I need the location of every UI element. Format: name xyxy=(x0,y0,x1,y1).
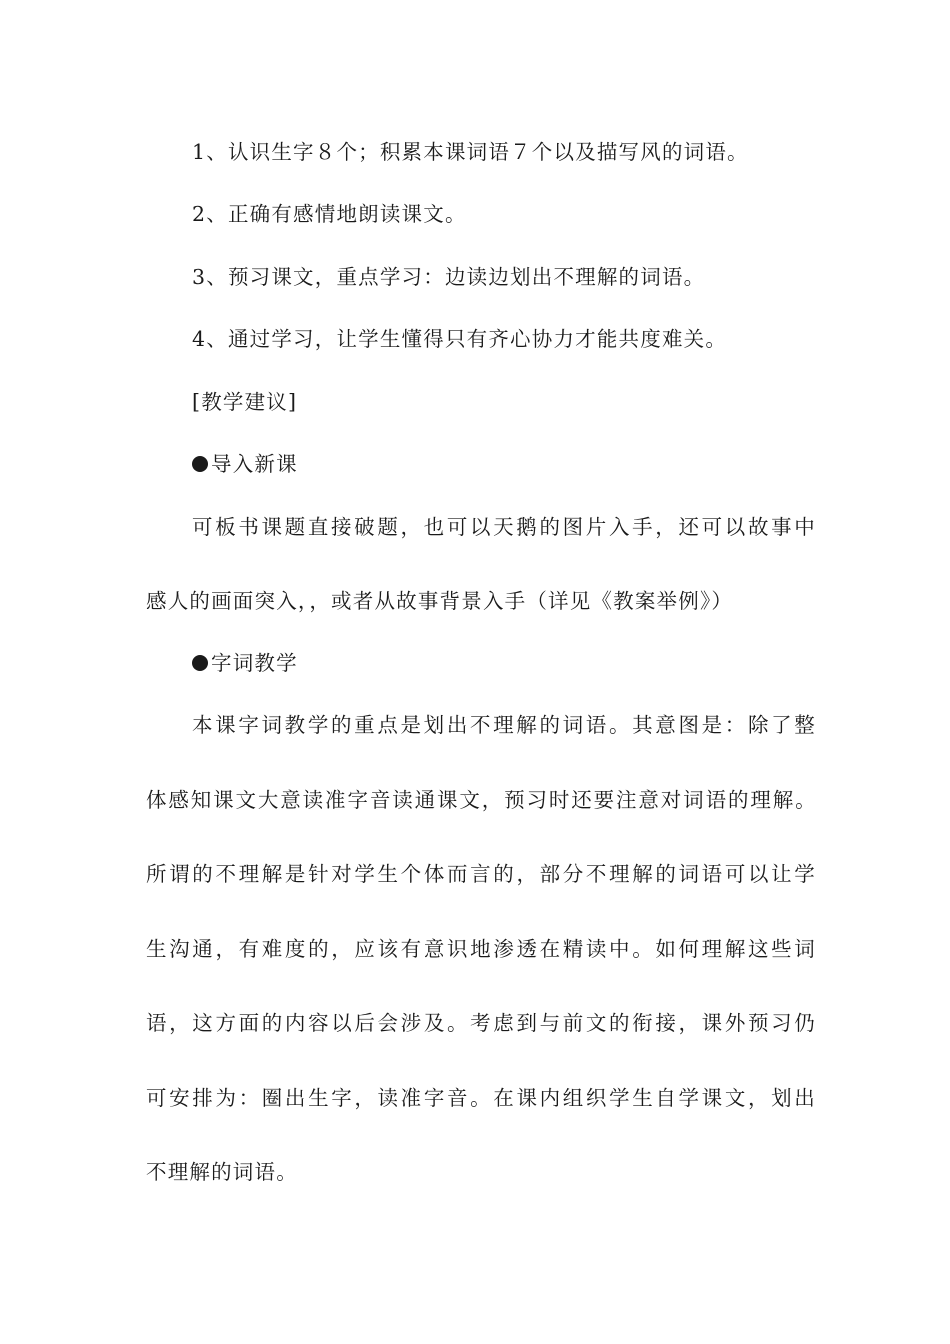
words-line-4: 生沟通，有难度的，应该有意识地渗透在精读中。如何理解这些词 xyxy=(146,937,816,961)
intro-line-1: 可板书课题直接破题，也可以天鹅的图片入手，还可以故事中 xyxy=(192,515,816,539)
intro-heading: 导入新课 xyxy=(211,452,298,476)
words-line-5: 语，这方面的内容以后会涉及。考虑到与前文的衔接，课外预习仍 xyxy=(146,1011,816,1035)
objective-2: 2、正确有感情地朗读课文。 xyxy=(192,202,467,226)
words-line-7: 不理解的词语。 xyxy=(146,1160,298,1184)
bullet-icon xyxy=(192,655,208,671)
section-heading: [教学建议] xyxy=(192,390,298,414)
objective-4: 4、通过学习，让学生懂得只有齐心协力才能共度难关。 xyxy=(192,327,728,351)
words-line-2: 体感知课文大意读准字音读通课文，预习时还要注意对词语的理解。 xyxy=(146,788,816,812)
words-line-3: 所谓的不理解是针对学生个体而言的，部分不理解的词语可以让学 xyxy=(146,862,816,886)
intro-heading-row xyxy=(192,450,816,478)
words-heading: 字词教学 xyxy=(211,651,298,675)
words-line-6: 可安排为：圈出生字，读准字音。在课内组织学生自学课文，划出 xyxy=(146,1086,816,1110)
objective-1: 1、认识生字８个；积累本课词语７个以及描写风的词语。 xyxy=(192,140,749,164)
words-heading-row xyxy=(192,649,816,677)
intro-line-2: 感人的画面突入，，或者从故事背景入手（详见《教案举例》） xyxy=(146,589,734,613)
words-line-1: 本课字词教学的重点是划出不理解的词语。其意图是：除了整 xyxy=(192,713,816,737)
bullet-icon xyxy=(192,456,208,472)
objective-3: 3、预习课文，重点学习：边读边划出不理解的词语。 xyxy=(192,265,706,289)
